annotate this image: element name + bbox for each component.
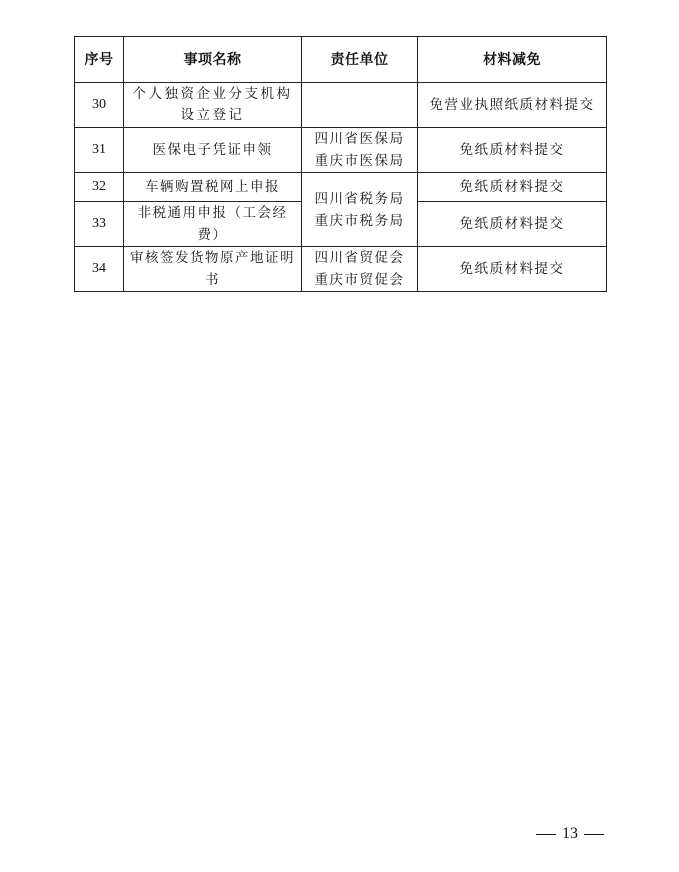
unit-chongqing: 重庆市医保局 [314, 153, 405, 169]
page-number: 13 [562, 825, 578, 842]
row-material-relief: 免纸质材料提交 [418, 202, 607, 247]
header-material-relief: 材料减免 [418, 37, 607, 83]
unit-sichuan: 四川省税务局 [314, 190, 405, 207]
header-item-name: 事项名称 [124, 37, 302, 83]
row-serial-number: 32 [75, 173, 124, 202]
row-item-name: 个人独资企业分支机构设立登记 [124, 83, 302, 128]
row-responsible-unit [302, 247, 418, 292]
row-material-relief: 免纸质材料提交 [418, 247, 607, 292]
page-footer [530, 822, 610, 846]
row-serial-number: 33 [75, 202, 124, 247]
row-item-name: 非税通用申报（工会经费） [124, 202, 302, 247]
row-responsible-unit [302, 83, 418, 128]
footer-dash-right [584, 834, 604, 835]
footer-dash-left [536, 834, 556, 835]
header-responsible-unit: 责任单位 [302, 37, 418, 83]
row-responsible-unit [302, 128, 418, 173]
table-header-row [75, 37, 607, 83]
table-row [75, 247, 607, 292]
unit-chongqing: 重庆市贸促会 [314, 272, 405, 288]
row-serial-number: 30 [75, 83, 124, 128]
row-material-relief: 免营业执照纸质材料提交 [418, 83, 607, 128]
row-material-relief: 免纸质材料提交 [418, 173, 607, 202]
table-row [75, 83, 607, 128]
unit-chongqing: 重庆市税务局 [314, 212, 405, 229]
row-item-name: 医保电子凭证申领 [124, 128, 302, 173]
unit-sichuan: 四川省医保局 [314, 131, 405, 147]
row-serial-number: 34 [75, 247, 124, 292]
row-responsible-unit [302, 173, 418, 247]
row-item-name: 车辆购置税网上申报 [124, 173, 302, 202]
header-serial-number: 序号 [75, 37, 124, 83]
row-serial-number: 31 [75, 128, 124, 173]
table-row [75, 128, 607, 173]
row-material-relief: 免纸质材料提交 [418, 128, 607, 173]
table-row [75, 173, 607, 202]
material-relief-table [74, 36, 607, 292]
row-item-name: 审核签发货物原产地证明书 [124, 247, 302, 292]
unit-sichuan: 四川省贸促会 [314, 250, 405, 266]
